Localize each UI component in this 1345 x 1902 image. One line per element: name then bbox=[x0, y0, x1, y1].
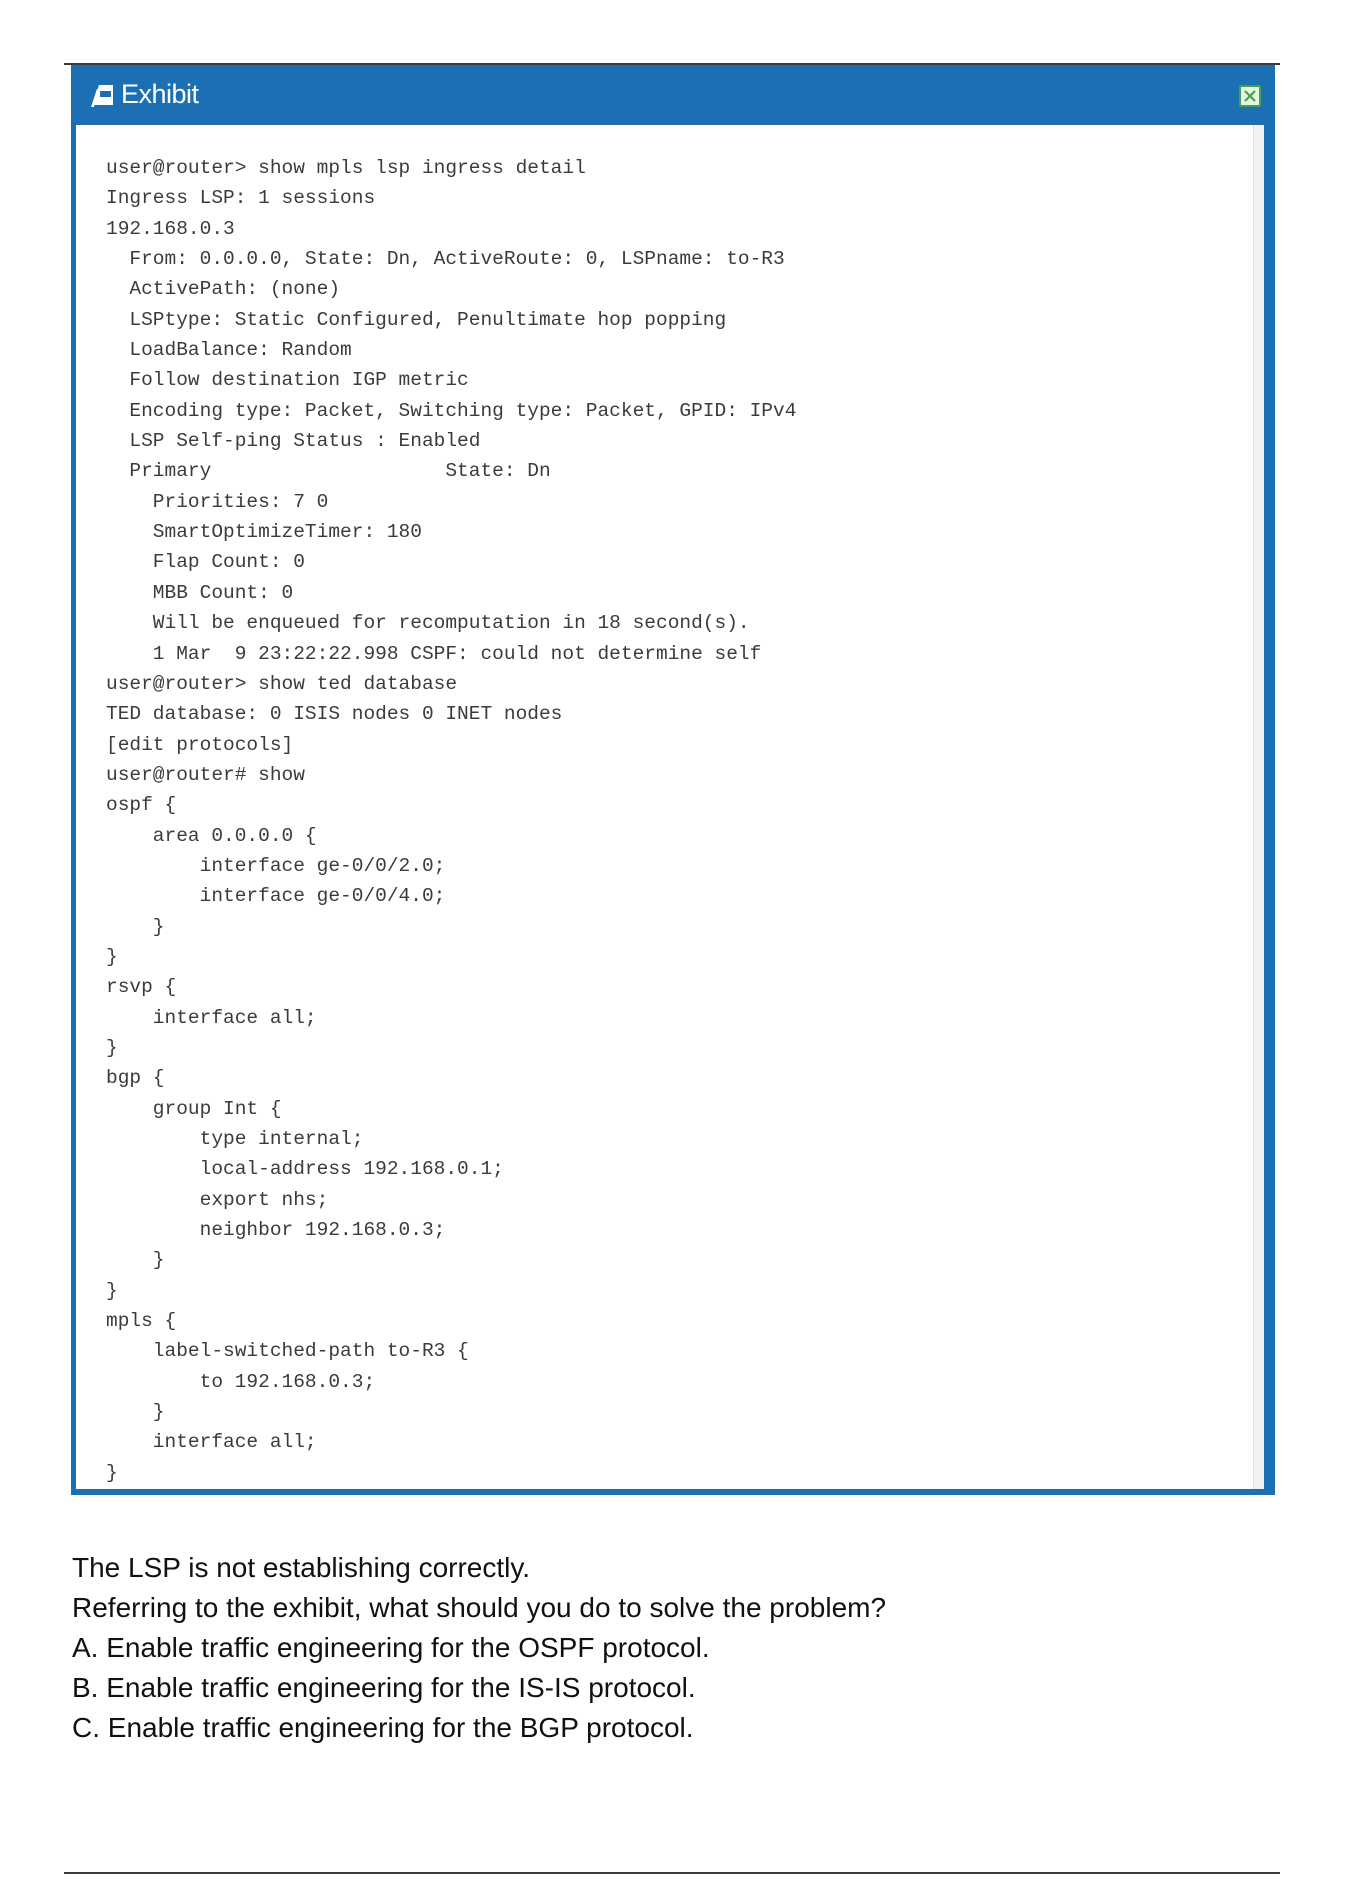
cli-line: interface all; bbox=[106, 1431, 317, 1454]
answer-option-b[interactable]: B. Enable traffic engineering for the IS-IS protocol. bbox=[72, 1672, 696, 1703]
cli-line: [edit protocols] bbox=[106, 733, 294, 756]
cli-line: neighbor 192.168.0.3; bbox=[106, 1219, 446, 1242]
cli-line: } bbox=[106, 1401, 165, 1424]
cli-line: Primary State: Dn bbox=[106, 460, 551, 483]
cli-line: user@router# show bbox=[106, 763, 305, 786]
cli-line: Flap Count: 0 bbox=[106, 551, 305, 574]
cli-line: type internal; bbox=[106, 1128, 364, 1150]
close-button[interactable] bbox=[1239, 85, 1261, 107]
cli-line: Priorities: 7 0 bbox=[106, 490, 329, 513]
cli-line: export nhs; bbox=[106, 1188, 329, 1211]
cli-line: user@router> show mpls lsp ingress detail bbox=[106, 157, 586, 179]
exhibit-icon bbox=[91, 81, 115, 107]
cli-line: ospf { bbox=[106, 794, 177, 817]
cli-line: } bbox=[106, 1036, 118, 1059]
answer-option-a[interactable]: A. Enable traffic engineering for the OSPF protocol. bbox=[72, 1632, 710, 1663]
cli-line: From: 0.0.0.0, State: Dn, ActiveRoute: 0, LSPname: to-R3 bbox=[106, 248, 785, 271]
cli-line: user@router> show ted database bbox=[106, 672, 458, 695]
cli-line: group Int { bbox=[106, 1097, 282, 1120]
question-prompt: Referring to the exhibit, what should you do to solve the problem? bbox=[72, 1592, 887, 1623]
cli-line: interface all; bbox=[106, 1006, 317, 1029]
cli-line: } bbox=[106, 1279, 118, 1302]
cli-line: interface ge-0/0/2.0; bbox=[106, 854, 446, 877]
question-block bbox=[72, 1548, 886, 1748]
cli-line: LSPtype: Static Configured, Penultimate hop popping bbox=[106, 308, 727, 331]
scrollbar[interactable] bbox=[1253, 125, 1264, 1489]
question-statement: The LSP is not establishing correctly. bbox=[72, 1552, 531, 1583]
cli-line: Ingress LSP: 1 sessions bbox=[106, 187, 376, 210]
cli-line: TED database: 0 ISIS nodes 0 INET nodes bbox=[106, 703, 563, 726]
exhibit-window bbox=[71, 65, 1275, 1495]
cli-line: LSP Self-ping Status : Enabled bbox=[106, 430, 481, 453]
cli-line: ActivePath: (none) bbox=[106, 278, 341, 301]
cli-line: SmartOptimizeTimer: 180 bbox=[106, 521, 422, 544]
cli-line: 192.168.0.3 bbox=[106, 217, 235, 240]
cli-line: 1 Mar 9 23:22:22.998 CSPF: could not determine self bbox=[106, 642, 762, 665]
exhibit-titlebar bbox=[71, 65, 1275, 125]
exhibit-title: Exhibit bbox=[121, 79, 199, 109]
cli-line: LoadBalance: Random bbox=[106, 339, 352, 362]
exhibit-content bbox=[76, 125, 1264, 1489]
cli-line: bgp { bbox=[106, 1067, 165, 1090]
cli-line: area 0.0.0.0 { bbox=[106, 824, 317, 847]
cli-line: } bbox=[106, 945, 118, 968]
cli-line: } bbox=[106, 915, 165, 938]
cli-line: Follow destination IGP metric bbox=[106, 369, 469, 392]
cli-line: interface ge-0/0/4.0; bbox=[106, 885, 446, 908]
cli-line: MBB Count: 0 bbox=[106, 581, 294, 604]
answer-option-c[interactable]: C. Enable traffic engineering for the BGP protocol. bbox=[72, 1712, 694, 1743]
cli-line: to 192.168.0.3; bbox=[106, 1370, 376, 1393]
cli-line: } bbox=[106, 1249, 165, 1272]
cli-line: mpls { bbox=[106, 1310, 177, 1333]
cli-line: } bbox=[106, 1461, 118, 1484]
cli-output bbox=[106, 153, 796, 1488]
close-icon bbox=[1243, 89, 1257, 103]
cli-line: Encoding type: Packet, Switching type: Packet, GPID: IPv4 bbox=[106, 399, 797, 422]
cli-line: Will be enqueued for recomputation in 18 second(s). bbox=[106, 612, 750, 635]
bottom-rule bbox=[64, 1872, 1280, 1874]
cli-line: local-address 192.168.0.1; bbox=[106, 1158, 504, 1181]
cli-line: label-switched-path to-R3 { bbox=[106, 1340, 469, 1363]
cli-line: rsvp { bbox=[106, 976, 177, 999]
